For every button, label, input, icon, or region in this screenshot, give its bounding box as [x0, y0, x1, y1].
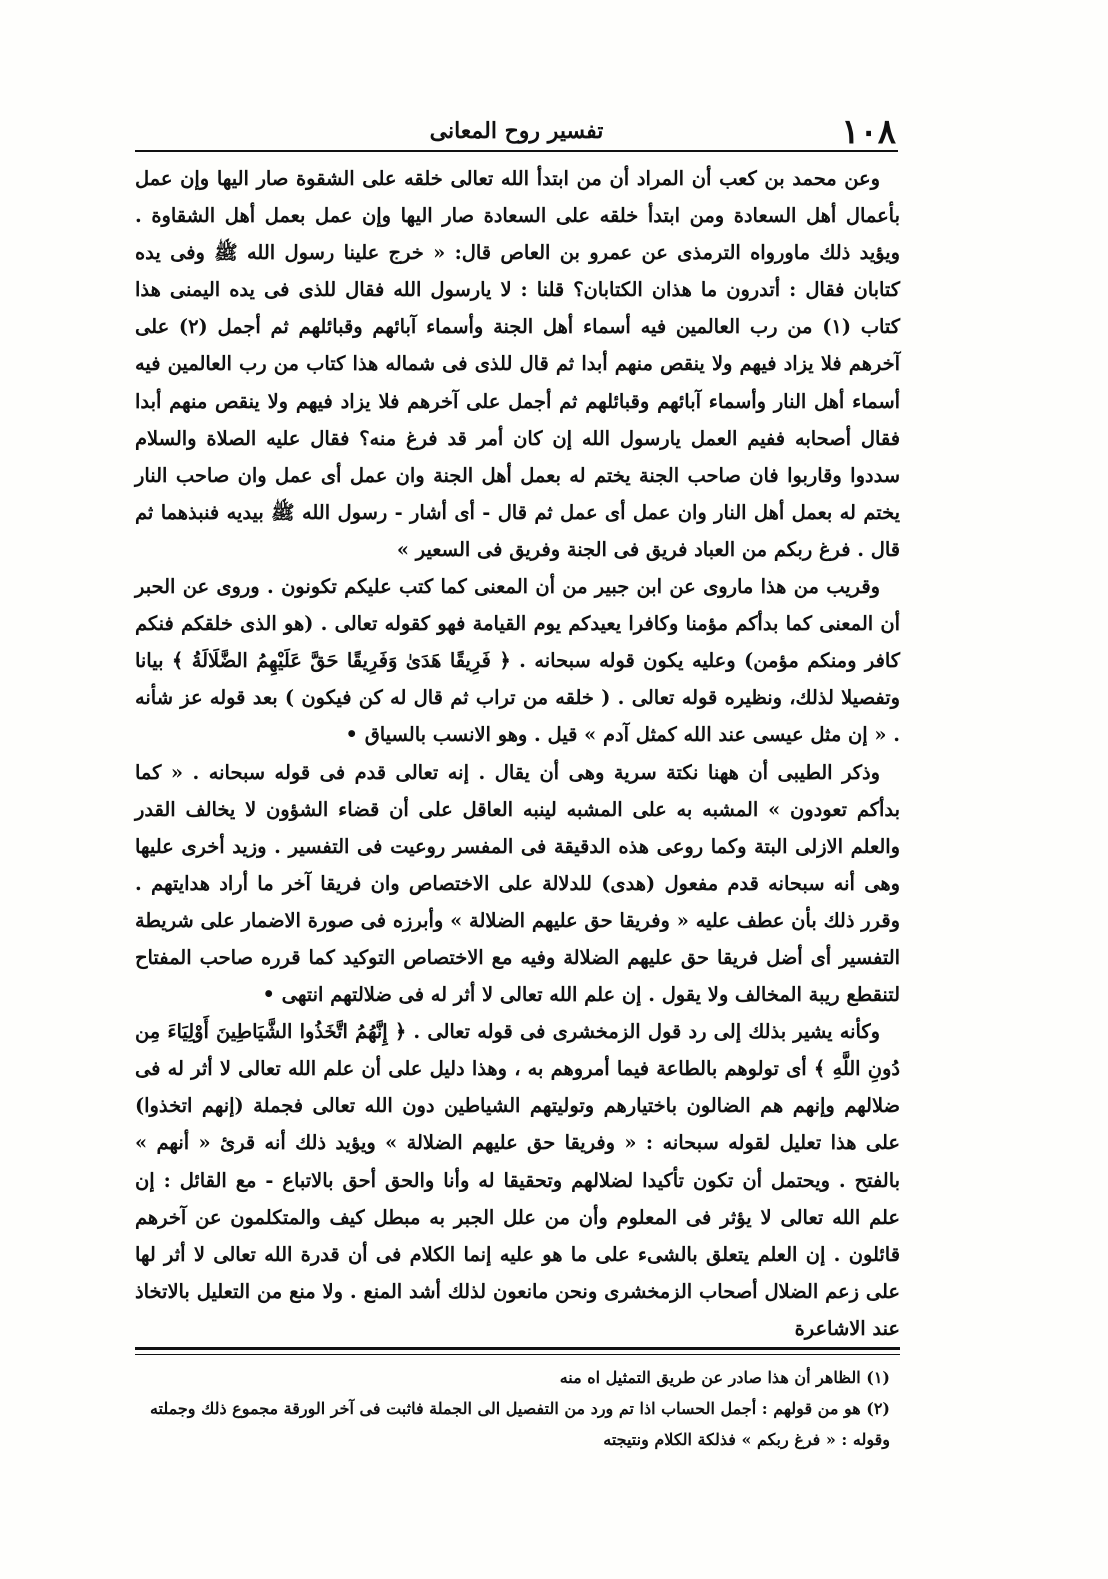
footnote-1: (١) الظاهر أن هذا صادر عن طريق التمثيل اه منه [559, 1368, 890, 1387]
page-header [135, 112, 898, 152]
header-rule [135, 150, 898, 152]
footnote-2: (٢) هو من قولهم : أجمل الحساب اذا تم ورد من التفصيل الى الجملة فاثبت فى آخر الورقة مجموع ذلك وجملته [149, 1399, 890, 1418]
main-text [135, 160, 900, 1347]
running-title: تفسير روح المعانى [429, 118, 604, 144]
paragraph-4: وكأنه يشير بذلك إلى رد قول الزمخشرى فى قوله تعالى . ﴿ إِنَّهُمُ اتَّخَذُوا الشَّيَاطِينَ أَوْلِيَاءَ مِن دُونِ اللَّهِ ﴾ أى تولوهم بالطاعة فيما أمروهم به ، وهذا دليل على أن علم الله تعالى لا أثر له فى ضلالهم وإنهم هم الضالون باختيارهم وتوليتهم الشياطين دون الله تعالى فجملة (إنهم اتخذوا) على هذا تعليل لقوله سبحانه : « وفريقا حق عليهم الضلالة » ويؤيد ذلك أنه قرئ « أنهم » بالفتح . ويحتمل أن تكون تأكيدا لضلالهم وتحقيقا له وأنا والحق أحق بالاتباع - مع القائل : إن علم الله تعالى لا يؤثر فى المعلوم وأن من علل الجبر به مبطل كيف والمتكلمون عن آخرهم قائلون . إن العلم يتعلق بالشىء على ما هو عليه إنما الكلام فى أن قدرة الله تعالى لا أثر لها على زعم الضلال أصحاب الزمخشرى ونحن مانعون لذلك أشد المنع . ولا منع من التعليل بالاتخاذ عند الاشاعرة [135, 1020, 900, 1340]
page-number: ١٠٨ [841, 112, 896, 152]
footnotes [135, 1362, 900, 1455]
footnote-2-continued: وقوله : « فرغ ربكم » فذلكة الكلام ونتيجته [603, 1430, 890, 1449]
paragraph-1: وعن محمد بن كعب أن المراد أن من ابتدأ الله تعالى خلقه على الشقوة صار اليها وإن عمل بأعمال أهل السعادة ومن ابتدأ خلقه على السعادة صار اليها وإن عمل بعمل أهل الشقاوة . ويؤيد ذلك ماورواه الترمذى عن عمرو بن العاص قال: « خرج علينا رسول الله ﷺ وفى يده كتابان فقال : أتدرون ما هذان الكتابان؟ قلنا : لا يارسول الله فقال للذى فى يده اليمنى هذا كتاب (١) من رب العالمين فيه أسماء أهل الجنة وأسماء آبائهم وقبائلهم ثم أجمل (٢) على آخرهم فلا يزاد فيهم ولا ينقص منهم أبدا ثم قال للذى فى شماله هذا كتاب من رب العالمين فيه أسماء أهل النار وأسماء آبائهم وقبائلهم ثم أجمل على آخرهم فلا يزاد فيهم ولا ينقص منهم أبدا فقال أصحابه ففيم العمل يارسول الله إن كان أمر قد فرغ منه؟ فقال عليه الصلاة والسلام سددوا وقاربوا فان صاحب الجنة يختم له بعمل أهل الجنة وان عمل أى عمل وان صاحب النار يختم له بعمل أهل النار وان عمل أى عمل ثم قال - أى أشار - رسول الله ﷺ بيديه فنبذهما ثم قال . فرغ ربكم من العباد فريق فى الجنة وفريق فى السعير » [135, 167, 900, 561]
paragraph-2: وقريب من هذا ماروى عن ابن جبير من أن المعنى كما كتب عليكم تكونون . وروى عن الحبر أن المعنى كما بدأكم مؤمنا وكافرا يعيدكم يوم القيامة فهو كقوله تعالى . (هو الذى خلقكم فنكم كافر ومنكم مؤمن) وعليه يكون قوله سبحانه . ﴿ فَرِيقًا هَدَىٰ وَفَرِيقًا حَقَّ عَلَيْهِمُ الضَّلَالَةُ ﴾ بيانا وتفصيلا لذلك، ونظيره قوله تعالى . ( خلقه من تراب ثم قال له كن فيكون ) بعد قوله عز شأنه . « إن مثل عيسى عند الله كمثل آدم » قيل . وهو الانسب بالسياق • [135, 575, 900, 747]
paragraph-3: وذكر الطيبى أن ههنا نكتة سرية وهى أن يقال . إنه تعالى قدم فى قوله سبحانه . « كما بدأكم تعودون » المشبه به على المشبه لينبه العاقل على أن قضاء الشؤون لا يخالف القدر والعلم الازلى البتة وكما روعى هذه الدقيقة فى المفسر روعيت فى التفسير . وزيد أخرى عليها وهى أنه سبحانه قدم مفعول (هدى) للدلالة على الاختصاص وان فريقا آخر ما أراد هدايتهم . وقرر ذلك بأن عطف عليه « وفريقا حق عليهم الضلالة » وأبرزه فى صورة الاضمار على شريطة التفسير أى أضل فريقا حق عليهم الضلالة وفيه مع الاختصاص التوكيد كما قرره صاحب المفتاح لتنقطع ريبة المخالف ولا يقول . إن علم الله تعالى لا أثر له فى ضلالتهم انتهى • [135, 760, 900, 1007]
footnote-separator [135, 1347, 900, 1355]
